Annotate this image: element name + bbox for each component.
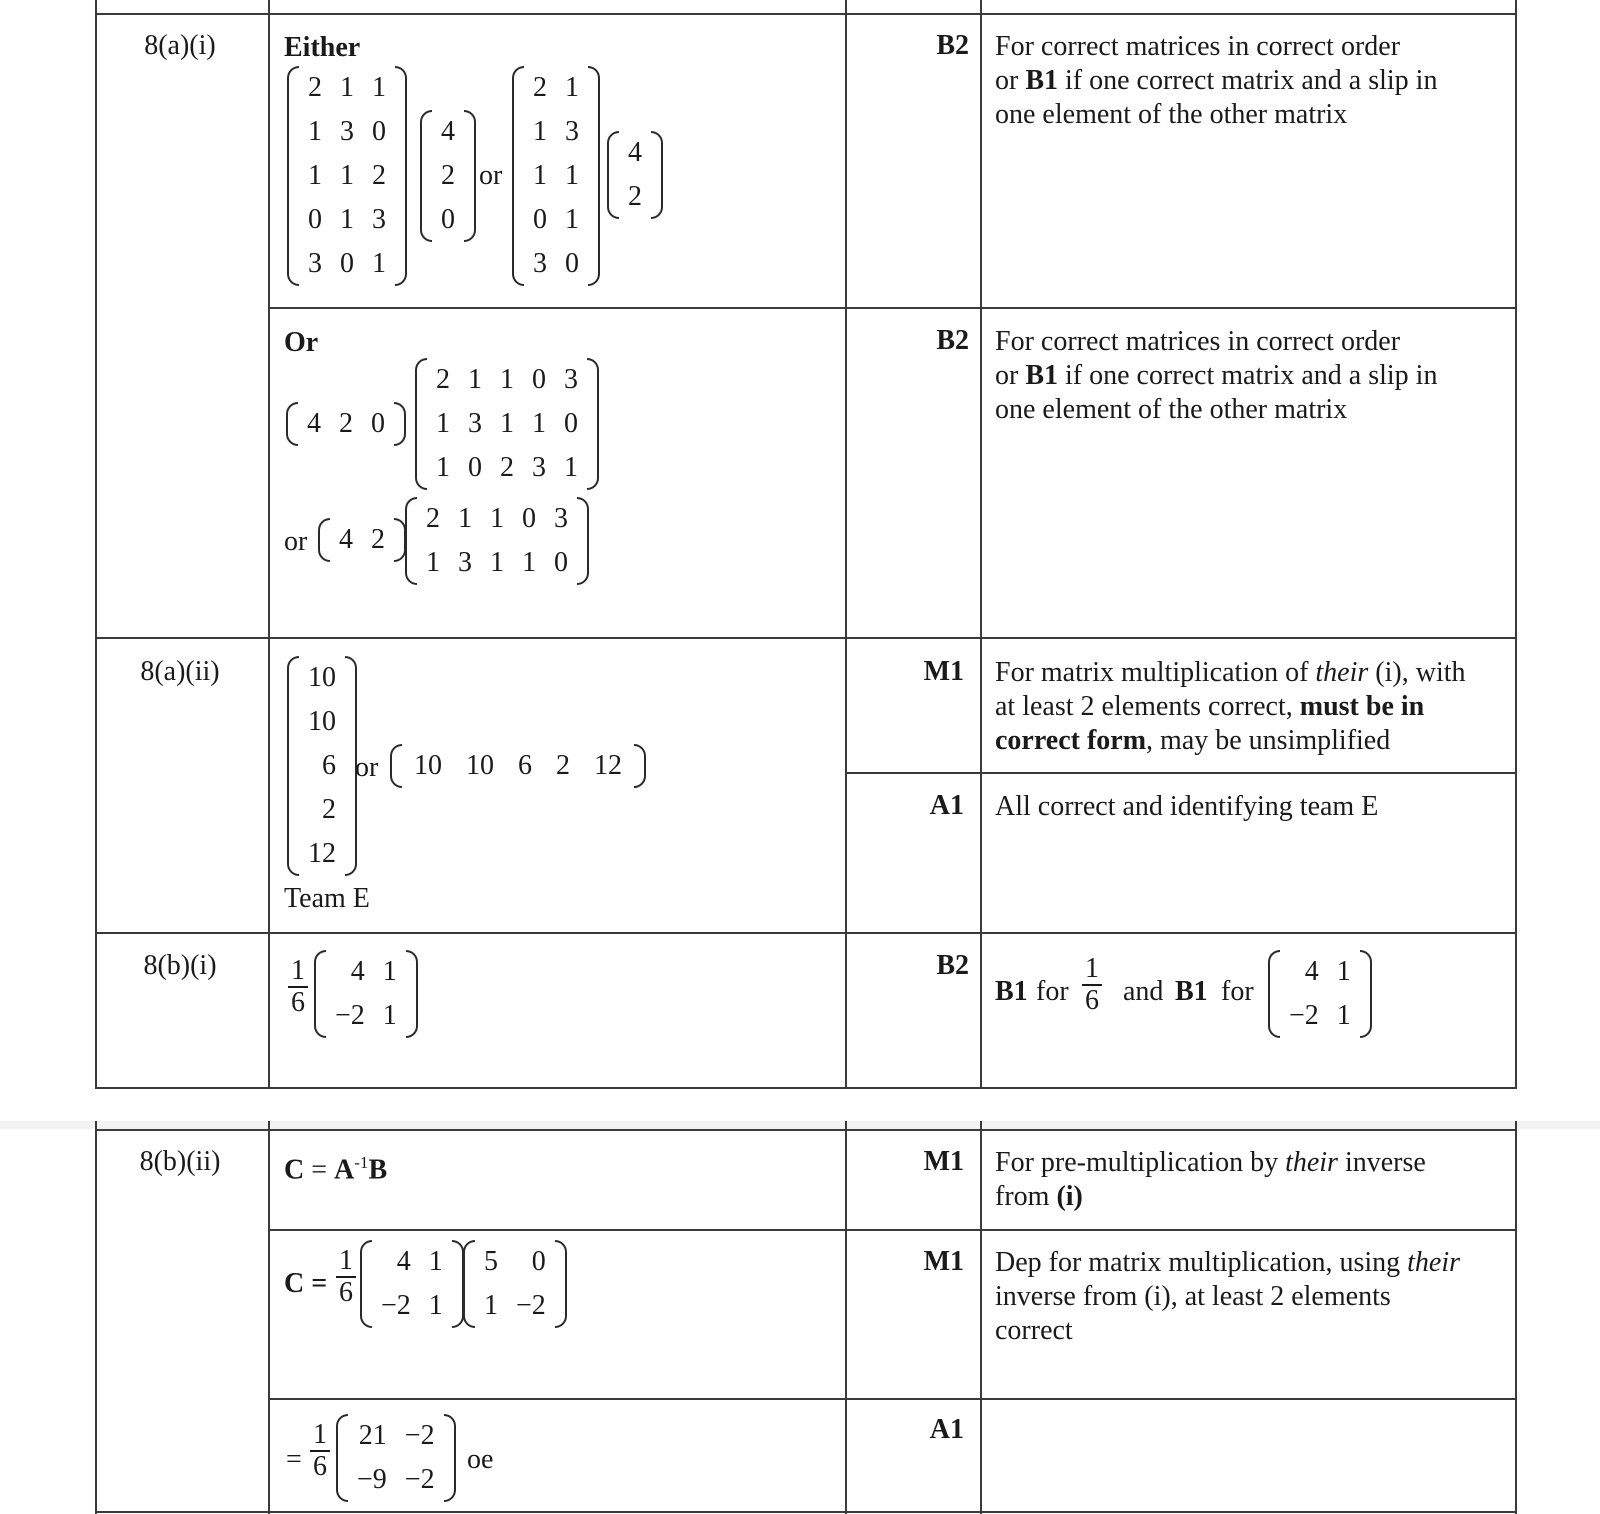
rule xyxy=(95,932,1516,934)
matrix-entry: 3 xyxy=(533,248,547,279)
rule xyxy=(845,1121,847,1514)
matrix-entry: 3 xyxy=(554,503,568,534)
matrix-entry: 4 xyxy=(350,956,365,987)
mark: B2 xyxy=(936,30,969,61)
rule xyxy=(1515,1121,1517,1514)
guidance-for: for xyxy=(1221,976,1254,1007)
matrix-entry: 1 xyxy=(533,116,547,147)
matrix-entry: 1 xyxy=(564,452,578,483)
matrix-entry: 10 xyxy=(308,706,336,737)
guidance-matrix-2x2 xyxy=(1268,950,1372,1038)
guidance-b1: B1 xyxy=(1175,976,1208,1007)
guidance: All correct and identifying team E xyxy=(995,791,1379,822)
rule xyxy=(95,13,1516,15)
matrix-entry: 0 xyxy=(532,364,546,395)
rule xyxy=(268,1121,270,1514)
matrix-entry: 1 xyxy=(1336,956,1351,987)
matrix-entry: 1 xyxy=(484,1290,498,1321)
matrix-entry: 1 xyxy=(340,204,354,235)
matrix-2x5 xyxy=(405,497,589,585)
matrix-entry: 1 xyxy=(436,408,450,439)
question-number: 8(a)(i) xyxy=(144,30,216,61)
matrix-entry: 1 xyxy=(522,547,536,578)
matrix-entry: 1 xyxy=(382,1000,397,1031)
rule xyxy=(269,1398,1516,1400)
matrix-entry: 2 xyxy=(322,794,336,825)
matrix-entry: 0 xyxy=(531,1246,546,1277)
matrix-entry: 1 xyxy=(436,452,450,483)
matrix-entry: 12 xyxy=(308,838,336,869)
question-number: 8(b)(ii) xyxy=(139,1146,221,1177)
matrix-entry: 2 xyxy=(556,750,570,781)
matrix-entry: 0 xyxy=(564,408,578,439)
matrix-entry: 0 xyxy=(565,248,579,279)
rule xyxy=(980,1121,982,1514)
matrix-b xyxy=(463,1240,567,1328)
matrix-entry: 1 xyxy=(565,72,579,103)
matrix-entry: 1 xyxy=(372,248,386,279)
matrix-entry: 0 xyxy=(533,204,547,235)
matrix-entry: 2 xyxy=(441,160,455,191)
matrix-entry: 2 xyxy=(500,452,514,483)
matrix-entry: 1 xyxy=(468,364,482,395)
matrix-entry: −2 xyxy=(381,1290,411,1321)
matrix-2x2 xyxy=(314,950,418,1038)
column-vector-3 xyxy=(420,110,476,242)
rule xyxy=(269,1229,1516,1231)
fraction: 1 6 xyxy=(336,1246,356,1308)
matrix-entry: 4 xyxy=(307,408,321,439)
matrix-entry: 4 xyxy=(1304,956,1319,987)
mark: M1 xyxy=(923,1246,964,1277)
matrix-entry: 2 xyxy=(436,364,450,395)
matrix-entry: 1 xyxy=(533,160,547,191)
column-vector-5 xyxy=(287,656,357,876)
matrix-entry: 2 xyxy=(533,72,547,103)
guidance: For correct matrices in correct order or B1 if one correct matrix and a slip in one element of the other matrix xyxy=(995,31,1438,130)
row-vector-3 xyxy=(286,402,406,446)
matrix-entry: 1 xyxy=(340,72,354,103)
rule xyxy=(95,1087,1516,1089)
matrix-entry: −9 xyxy=(357,1464,387,1495)
matrix-entry: 1 xyxy=(428,1246,443,1277)
matrix-entry: 12 xyxy=(594,750,622,781)
or-word: or xyxy=(355,752,379,783)
matrix-entry: 2 xyxy=(426,503,440,534)
matrix-entry: −2 xyxy=(404,1464,435,1495)
matrix-entry: 1 xyxy=(500,408,514,439)
oe-note: oe xyxy=(467,1444,494,1475)
matrix-entry: 1 xyxy=(372,72,386,103)
matrix-entry: 0 xyxy=(522,503,536,534)
equation: $C = A^{-1}B$ xyxy=(284,1153,388,1186)
question-number: 8(b)(i) xyxy=(143,950,217,981)
matrix-entry: 10 xyxy=(308,662,336,693)
matrix-entry: 1 xyxy=(565,204,579,235)
matrix-entry: 1 xyxy=(308,160,322,191)
matrix-entry: 1 xyxy=(532,408,546,439)
matrix-entry: 3 xyxy=(565,116,579,147)
matrix-entry: 1 xyxy=(490,503,504,534)
matrix-entry: −2 xyxy=(516,1290,546,1321)
matrix-entry: 10 xyxy=(466,750,494,781)
rule xyxy=(1515,0,1517,1089)
guidance-for: for xyxy=(1036,976,1069,1007)
rule xyxy=(980,0,982,1089)
matrix-entry: 21 xyxy=(358,1420,387,1451)
rule xyxy=(95,0,97,1089)
mark: B2 xyxy=(936,325,969,356)
either-label: Either xyxy=(284,32,361,63)
matrix-entry: 2 xyxy=(628,181,642,212)
matrix-entry: −2 xyxy=(335,1000,365,1031)
matrix-entry: 3 xyxy=(532,452,546,483)
matrix-entry: 1 xyxy=(340,160,354,191)
matrix-5x3 xyxy=(287,66,407,286)
rule xyxy=(845,0,847,1089)
mark: M1 xyxy=(923,656,964,687)
row-vector-2 xyxy=(318,518,406,562)
matrix-entry: 1 xyxy=(428,1290,443,1321)
matrix-entry: −2 xyxy=(404,1420,435,1451)
row-vector-5 xyxy=(390,744,646,788)
matrix-entry: 4 xyxy=(628,137,642,168)
matrix-entry: 0 xyxy=(372,116,386,147)
matrix-entry: 10 xyxy=(414,750,442,781)
or-word: or xyxy=(479,160,503,191)
rule xyxy=(268,0,270,1089)
matrix-entry: 6 xyxy=(518,750,532,781)
matrix-inverse xyxy=(360,1240,464,1328)
guidance: For correct matrices in correct order or B1 if one correct matrix and a slip in one element of the other matrix xyxy=(995,326,1438,425)
lhs-c: C = xyxy=(284,1268,328,1299)
question-number: 8(a)(ii) xyxy=(140,656,220,687)
guidance: For pre-multiplication by their inverse from (i) xyxy=(995,1147,1426,1212)
matrix-entry: 0 xyxy=(371,408,385,439)
matrix-entry: 1 xyxy=(308,116,322,147)
matrix-entry: 1 xyxy=(565,160,579,191)
matrix-5x2 xyxy=(512,66,600,286)
fraction: 1 6 xyxy=(310,1420,330,1482)
matrix-entry: 1 xyxy=(426,547,440,578)
rule xyxy=(95,1511,1516,1513)
mark: A1 xyxy=(929,1414,964,1445)
matrix-entry: 2 xyxy=(308,72,322,103)
matrix-entry: 4 xyxy=(441,116,455,147)
fraction: 1 6 xyxy=(288,956,308,1018)
matrix-entry: 0 xyxy=(441,204,455,235)
matrix-entry: 3 xyxy=(340,116,354,147)
mark: A1 xyxy=(929,790,964,821)
rule xyxy=(95,1129,1516,1131)
guidance-fraction: 1 6 xyxy=(1082,954,1102,1016)
matrix-entry: 3 xyxy=(468,408,482,439)
matrix-entry: −2 xyxy=(1289,1000,1319,1031)
guidance-and: and xyxy=(1123,976,1164,1007)
matrix-entry: 1 xyxy=(458,503,472,534)
rule xyxy=(95,637,1516,639)
matrix-entry: 2 xyxy=(371,524,385,555)
matrix-entry: 0 xyxy=(308,204,322,235)
mark: M1 xyxy=(923,1146,964,1177)
column-vector-2 xyxy=(607,131,663,219)
matrix-entry: 1 xyxy=(382,956,397,987)
matrix-entry: 3 xyxy=(458,547,472,578)
matrix-entry: 0 xyxy=(468,452,482,483)
matrix-entry: 0 xyxy=(554,547,568,578)
guidance: For matrix multiplication of their (i), with at least 2 elements correct, must be in correct form, may be unsimplified xyxy=(995,657,1466,756)
rule xyxy=(95,1121,97,1514)
matrix-entry: 3 xyxy=(308,248,322,279)
matrix-entry: 4 xyxy=(339,524,353,555)
matrix-entry: 1 xyxy=(490,547,504,578)
team-answer: Team E xyxy=(284,883,370,914)
or-word: or xyxy=(284,526,308,557)
matrix-entry: 3 xyxy=(372,204,386,235)
matrix-entry: 6 xyxy=(322,750,336,781)
matrix-entry: 5 xyxy=(484,1246,498,1277)
rule xyxy=(846,772,1516,774)
mark: B2 xyxy=(936,950,969,981)
matrix-result xyxy=(336,1414,456,1502)
guidance-b1: B1 xyxy=(995,976,1028,1007)
matrix-entry: 4 xyxy=(396,1246,411,1277)
rule xyxy=(269,307,1516,309)
matrix-entry: 0 xyxy=(340,248,354,279)
or-label: Or xyxy=(284,327,319,358)
matrix-entry: 2 xyxy=(339,408,353,439)
guidance: Dep for matrix multiplication, using their inverse from (i), at least 2 elements correct xyxy=(995,1247,1461,1346)
matrix-entry: 3 xyxy=(564,364,578,395)
equals: = xyxy=(286,1444,302,1475)
matrix-entry: 2 xyxy=(372,160,386,191)
matrix-entry: 1 xyxy=(500,364,514,395)
matrix-3x5 xyxy=(415,358,599,490)
matrix-entry: 1 xyxy=(1336,1000,1351,1031)
